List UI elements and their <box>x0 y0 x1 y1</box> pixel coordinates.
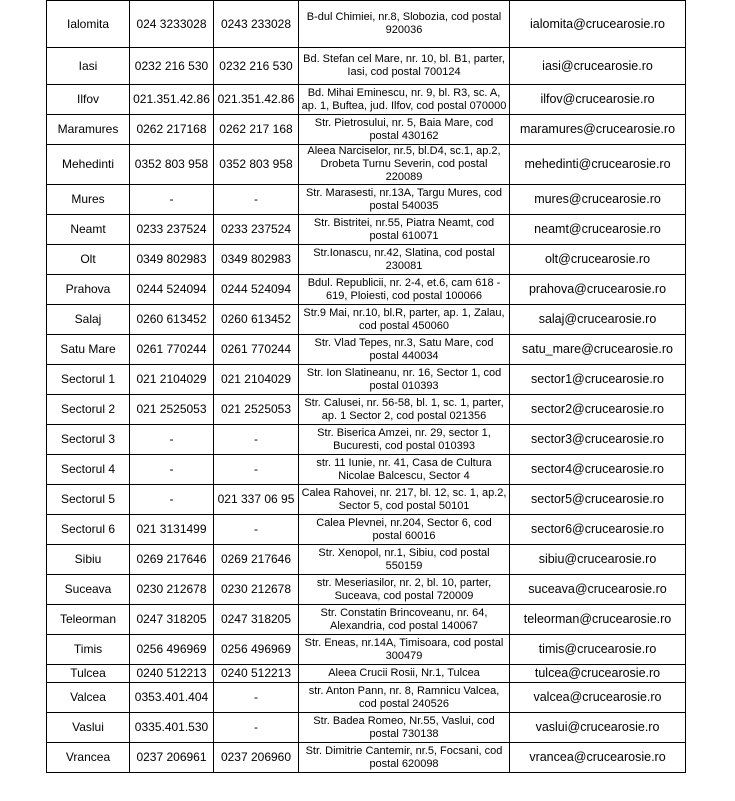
email-cell[interactable]: tulcea@crucearosie.ro <box>510 665 686 683</box>
table-row <box>47 305 686 335</box>
fax-cell: 0232 216 530 <box>214 48 299 85</box>
email-cell[interactable]: sector5@crucearosie.ro <box>510 485 686 515</box>
phone-cell: 0230 212678 <box>130 575 214 605</box>
fax-cell: 0247 318205 <box>214 605 299 635</box>
email-cell[interactable]: mehedinti@crucearosie.ro <box>510 145 686 185</box>
email-cell[interactable]: sector6@crucearosie.ro <box>510 515 686 545</box>
phone-cell: 0269 217646 <box>130 545 214 575</box>
county-cell: Sectorul 6 <box>47 515 130 545</box>
address-cell: Str. Calusei, nr. 56-58, bl. 1, sc. 1, parter, ap. 1 Sector 2, cod postal 021356 <box>299 395 510 425</box>
address-cell: Str. Bistritei, nr.55, Piatra Neamt, cod postal 610071 <box>299 215 510 245</box>
phone-cell: 021 2104029 <box>130 365 214 395</box>
email-cell[interactable]: maramures@crucearosie.ro <box>510 115 686 145</box>
email-cell[interactable]: neamt@crucearosie.ro <box>510 215 686 245</box>
fax-cell: 0256 496969 <box>214 635 299 665</box>
county-cell: Sectorul 2 <box>47 395 130 425</box>
table-row <box>47 545 686 575</box>
county-cell: Sibiu <box>47 545 130 575</box>
fax-cell: - <box>214 455 299 485</box>
table-row <box>47 635 686 665</box>
fax-cell: 0269 217646 <box>214 545 299 575</box>
fax-cell: - <box>214 683 299 713</box>
fax-cell: 0233 237524 <box>214 215 299 245</box>
county-cell: Timis <box>47 635 130 665</box>
email-cell[interactable]: sector3@crucearosie.ro <box>510 425 686 455</box>
phone-cell: 0233 237524 <box>130 215 214 245</box>
county-cell: Ilfov <box>47 85 130 115</box>
table-row <box>47 115 686 145</box>
phone-cell: 0352 803 958 <box>130 145 214 185</box>
table-row <box>47 515 686 545</box>
phone-cell: 0247 318205 <box>130 605 214 635</box>
phone-cell: 0256 496969 <box>130 635 214 665</box>
county-cell: Tulcea <box>47 665 130 683</box>
email-cell[interactable]: teleorman@crucearosie.ro <box>510 605 686 635</box>
email-cell[interactable]: mures@crucearosie.ro <box>510 185 686 215</box>
county-cell: Iasi <box>47 48 130 85</box>
email-cell[interactable]: olt@crucearosie.ro <box>510 245 686 275</box>
table-row <box>47 605 686 635</box>
address-cell: Str. Marasesti, nr.13A, Targu Mures, cod postal 540035 <box>299 185 510 215</box>
county-cell: Mures <box>47 185 130 215</box>
address-cell: Bd. Mihai Eminescu, nr. 9, bl. R3, sc. A, ap. 1, Buftea, jud. Ilfov, cod postal 070000 <box>299 85 510 115</box>
address-cell: Str. Eneas, nr.14A, Timisoara, cod postal 300479 <box>299 635 510 665</box>
table-row <box>47 665 686 683</box>
email-cell[interactable]: prahova@crucearosie.ro <box>510 275 686 305</box>
email-cell[interactable]: salaj@crucearosie.ro <box>510 305 686 335</box>
phone-cell: 021.351.42.86 <box>130 85 214 115</box>
fax-cell: 0230 212678 <box>214 575 299 605</box>
phone-cell: 021 3131499 <box>130 515 214 545</box>
address-cell: Aleea Crucii Rosii, Nr.1, Tulcea <box>299 665 510 683</box>
county-cell: Vaslui <box>47 713 130 743</box>
address-cell: Calea Rahovei, nr. 217, bl. 12, sc. 1, ap.2, Sector 5, cod postal 50101 <box>299 485 510 515</box>
address-cell: str. Anton Pann, nr. 8, Ramnicu Valcea, cod postal 240526 <box>299 683 510 713</box>
county-cell: Ialomita <box>47 1 130 48</box>
address-cell: Str. Vlad Tepes, nr.3, Satu Mare, cod postal 440034 <box>299 335 510 365</box>
fax-cell: 021 337 06 95 <box>214 485 299 515</box>
county-cell: Satu Mare <box>47 335 130 365</box>
county-cell: Maramures <box>47 115 130 145</box>
table-row <box>47 335 686 365</box>
county-cell: Suceava <box>47 575 130 605</box>
address-cell: Calea Plevnei, nr.204, Sector 6, cod postal 60016 <box>299 515 510 545</box>
email-cell[interactable]: sector4@crucearosie.ro <box>510 455 686 485</box>
address-cell: Bd. Stefan cel Mare, nr. 10, bl. B1, parter, Iasi, cod postal 700124 <box>299 48 510 85</box>
fax-cell: 0349 802983 <box>214 245 299 275</box>
county-cell: Olt <box>47 245 130 275</box>
email-cell[interactable]: vrancea@crucearosie.ro <box>510 743 686 773</box>
fax-cell: - <box>214 425 299 455</box>
fax-cell: 021.351.42.86 <box>214 85 299 115</box>
table-row <box>47 145 686 185</box>
phone-cell: 0260 613452 <box>130 305 214 335</box>
fax-cell: 0237 206960 <box>214 743 299 773</box>
address-cell: Str. Constatin Brincoveanu, nr. 64, Alexandria, cod postal 140067 <box>299 605 510 635</box>
table-row <box>47 245 686 275</box>
phone-cell: 0261 770244 <box>130 335 214 365</box>
phone-cell: 0232 216 530 <box>130 48 214 85</box>
address-cell: Str. Biserica Amzei, nr. 29, sector 1, Bucuresti, cod postal 010393 <box>299 425 510 455</box>
table-row <box>47 1 686 48</box>
fax-cell: 0260 613452 <box>214 305 299 335</box>
table-row <box>47 683 686 713</box>
email-cell[interactable]: satu_mare@crucearosie.ro <box>510 335 686 365</box>
address-cell: Str. Pietrosului, nr. 5, Baia Mare, cod postal 430162 <box>299 115 510 145</box>
county-cell: Neamt <box>47 215 130 245</box>
county-cell: Sectorul 4 <box>47 455 130 485</box>
email-cell[interactable]: iasi@crucearosie.ro <box>510 48 686 85</box>
address-cell: Str. Xenopol, nr.1, Sibiu, cod postal 550159 <box>299 545 510 575</box>
address-cell: Str. Dimitrie Cantemir, nr.5, Focsani, cod postal 620098 <box>299 743 510 773</box>
phone-cell: 021 2525053 <box>130 395 214 425</box>
phone-cell: 0353.401.404 <box>130 683 214 713</box>
table-row <box>47 455 686 485</box>
fax-cell: 0243 233028 <box>214 1 299 48</box>
phone-cell: - <box>130 425 214 455</box>
email-cell[interactable]: suceava@crucearosie.ro <box>510 575 686 605</box>
fax-cell: - <box>214 713 299 743</box>
email-cell[interactable]: valcea@crucearosie.ro <box>510 683 686 713</box>
contacts-table <box>46 0 686 773</box>
table-row <box>47 48 686 85</box>
phone-cell: 0262 217168 <box>130 115 214 145</box>
address-cell: Bdul. Republicii, nr. 2-4, et.6, cam 618 - 619, Ploiesti, cod postal 100066 <box>299 275 510 305</box>
county-cell: Sectorul 3 <box>47 425 130 455</box>
fax-cell: 0244 524094 <box>214 275 299 305</box>
email-cell[interactable]: sector1@crucearosie.ro <box>510 365 686 395</box>
phone-cell: 0240 512213 <box>130 665 214 683</box>
table-row <box>47 425 686 455</box>
county-cell: Teleorman <box>47 605 130 635</box>
table-row <box>47 743 686 773</box>
email-cell[interactable]: sibiu@crucearosie.ro <box>510 545 686 575</box>
phone-cell: 0335.401.530 <box>130 713 214 743</box>
address-cell: Str. Ion Slatineanu, nr. 16, Sector 1, cod postal 010393 <box>299 365 510 395</box>
contacts-table-body <box>47 1 686 773</box>
table-row <box>47 713 686 743</box>
fax-cell: 021 2104029 <box>214 365 299 395</box>
email-cell[interactable]: sector2@crucearosie.ro <box>510 395 686 425</box>
address-cell: str. 11 Iunie, nr. 41, Casa de Cultura Nicolae Balcescu, Sector 4 <box>299 455 510 485</box>
county-cell: Salaj <box>47 305 130 335</box>
phone-cell: 0237 206961 <box>130 743 214 773</box>
fax-cell: 0262 217 168 <box>214 115 299 145</box>
table-row <box>47 395 686 425</box>
county-cell: Valcea <box>47 683 130 713</box>
county-cell: Sectorul 5 <box>47 485 130 515</box>
table-row <box>47 365 686 395</box>
address-cell: B-dul Chimiei, nr.8, Slobozia, cod postal 920036 <box>299 1 510 48</box>
county-cell: Mehedinti <box>47 145 130 185</box>
table-row <box>47 185 686 215</box>
table-row <box>47 215 686 245</box>
fax-cell: 0240 512213 <box>214 665 299 683</box>
phone-cell: - <box>130 485 214 515</box>
table-row <box>47 275 686 305</box>
address-cell: Aleea Narciselor, nr.5, bl.D4, sc.1, ap.2, Drobeta Turnu Severin, cod postal 220089 <box>299 145 510 185</box>
phone-cell: 0349 802983 <box>130 245 214 275</box>
phone-cell: 024 3233028 <box>130 1 214 48</box>
county-cell: Prahova <box>47 275 130 305</box>
fax-cell: 021 2525053 <box>214 395 299 425</box>
phone-cell: - <box>130 455 214 485</box>
table-row <box>47 485 686 515</box>
address-cell: Str.Ionascu, nr.42, Slatina, cod postal 230081 <box>299 245 510 275</box>
table-row <box>47 575 686 605</box>
address-cell: Str.9 Mai, nr.10, bl.R, parter, ap. 1, Zalau, cod postal 450060 <box>299 305 510 335</box>
email-cell[interactable]: vaslui@crucearosie.ro <box>510 713 686 743</box>
fax-cell: - <box>214 185 299 215</box>
phone-cell: 0244 524094 <box>130 275 214 305</box>
phone-cell: - <box>130 185 214 215</box>
fax-cell: - <box>214 515 299 545</box>
fax-cell: 0261 770244 <box>214 335 299 365</box>
county-cell: Vrancea <box>47 743 130 773</box>
email-cell[interactable]: ilfov@crucearosie.ro <box>510 85 686 115</box>
email-cell[interactable]: timis@crucearosie.ro <box>510 635 686 665</box>
address-cell: str. Meseriasilor, nr. 2, bl. 10, parter, Suceava, cod postal 720009 <box>299 575 510 605</box>
address-cell: Str. Badea Romeo, Nr.55, Vaslui, cod postal 730138 <box>299 713 510 743</box>
email-cell[interactable]: ialomita@crucearosie.ro <box>510 1 686 48</box>
fax-cell: 0352 803 958 <box>214 145 299 185</box>
county-cell: Sectorul 1 <box>47 365 130 395</box>
table-row <box>47 85 686 115</box>
